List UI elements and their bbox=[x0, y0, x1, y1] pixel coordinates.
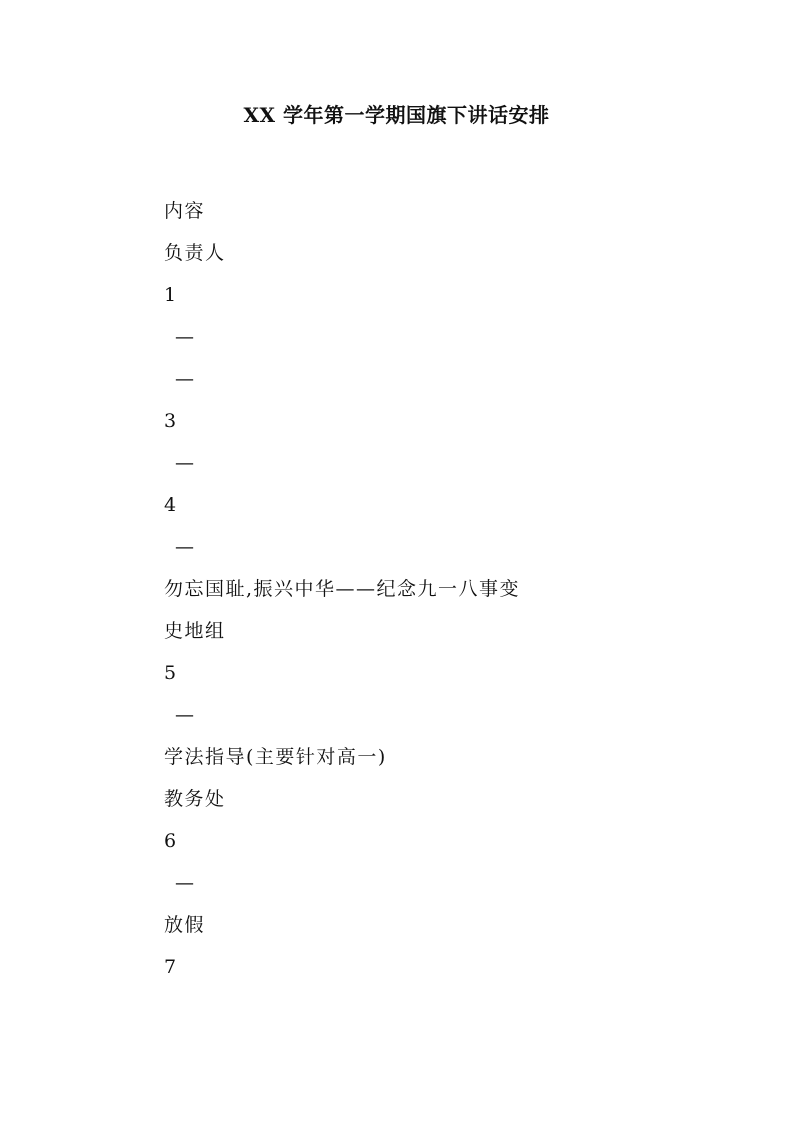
speech-topic: 学法指导(主要针对高一) bbox=[164, 746, 387, 768]
item-number-3: 3 bbox=[164, 410, 178, 432]
placeholder-dash: — bbox=[175, 872, 196, 894]
item-number-6: 6 bbox=[164, 830, 178, 852]
document-title: XX 学年第一学期国旗下讲话安排 bbox=[243, 103, 550, 127]
person-in-charge-header: 负责人 bbox=[164, 242, 226, 264]
content-header: 内容 bbox=[164, 200, 206, 222]
placeholder-dash: — bbox=[175, 536, 196, 558]
responsible-office: 教务处 bbox=[164, 788, 226, 810]
placeholder-dash: — bbox=[175, 326, 196, 348]
holiday-note: 放假 bbox=[164, 914, 206, 936]
placeholder-dash: — bbox=[175, 368, 196, 390]
responsible-group: 史地组 bbox=[164, 620, 226, 642]
item-number-4: 4 bbox=[164, 494, 178, 516]
placeholder-dash: — bbox=[175, 704, 196, 726]
item-number-5: 5 bbox=[164, 662, 178, 684]
schedule-content bbox=[164, 197, 684, 995]
placeholder-dash: — bbox=[175, 452, 196, 474]
item-number-1: 1 bbox=[164, 284, 178, 306]
item-number-7: 7 bbox=[164, 956, 178, 978]
faint-watermark bbox=[118, 1005, 362, 1025]
speech-topic: 勿忘国耻,振兴中华——纪念九一八事变 bbox=[164, 578, 521, 600]
